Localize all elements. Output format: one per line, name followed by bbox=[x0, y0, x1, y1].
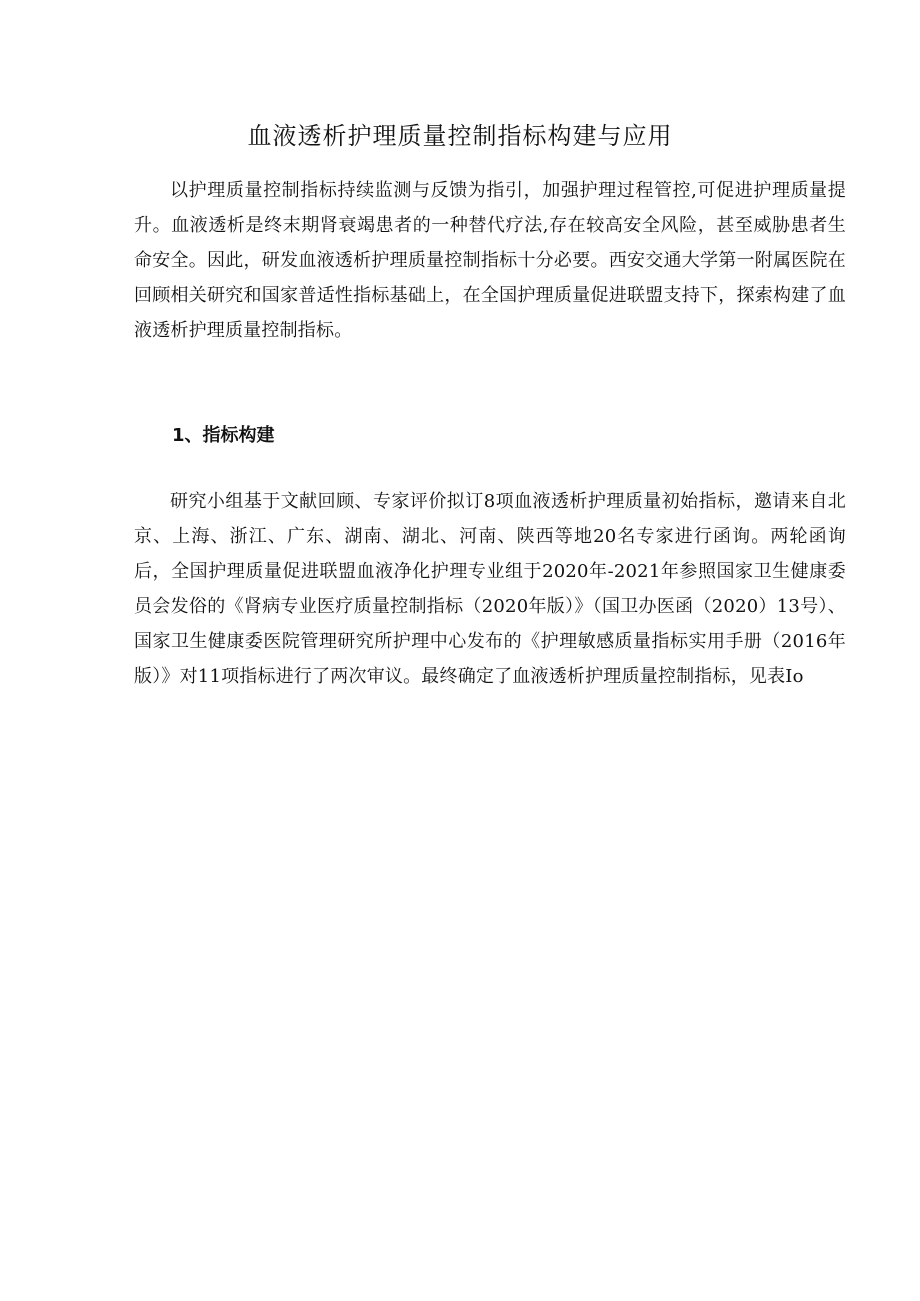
section-paragraph: 研究小组基于文献回顾、专家评价拟订8项血液透析护理质量初始指标，邀请来自北京、上海、浙江、广东、湖南、湖北、河南、陕西等地20名专家进行函询。两轮函询后，全国护理质量促进联盟血液净化护理专业组于2020年-2021年参照国家卫生健康委员会发俗的《肾病专业医疗质量控制指标（2020年版）》（国卫办医函（2020）13号）、国家卫生健康委医院管理研究所护理中心发布的《护理敏感质量指标实用手册（2016年版）》对11项指标进行了两次审议。最终确定了血液透析护理质量控制指标，见表Io bbox=[134, 491, 846, 687]
intro-paragraph: 以护理质量控制指标持续监测与反馈为指引，加强护理过程管控,可促进护理质量提升。血液透析是终末期肾衰竭患者的一种替代疗法,存在较高安全风险，甚至威胁患者生命安全。因此，研发血液透析护理质量控制指标十分必要。西安交通大学第一附属医院在回顾相关研究和国家普适性指标基础上，在全国护理质量促进联盟支持下，探索构建了血液透析护理质量控制指标。 bbox=[134, 180, 846, 341]
document-title: 血液透析护理质量控制指标构建与应用 bbox=[247, 122, 673, 150]
section-heading: 1、指标构建 bbox=[172, 425, 275, 446]
